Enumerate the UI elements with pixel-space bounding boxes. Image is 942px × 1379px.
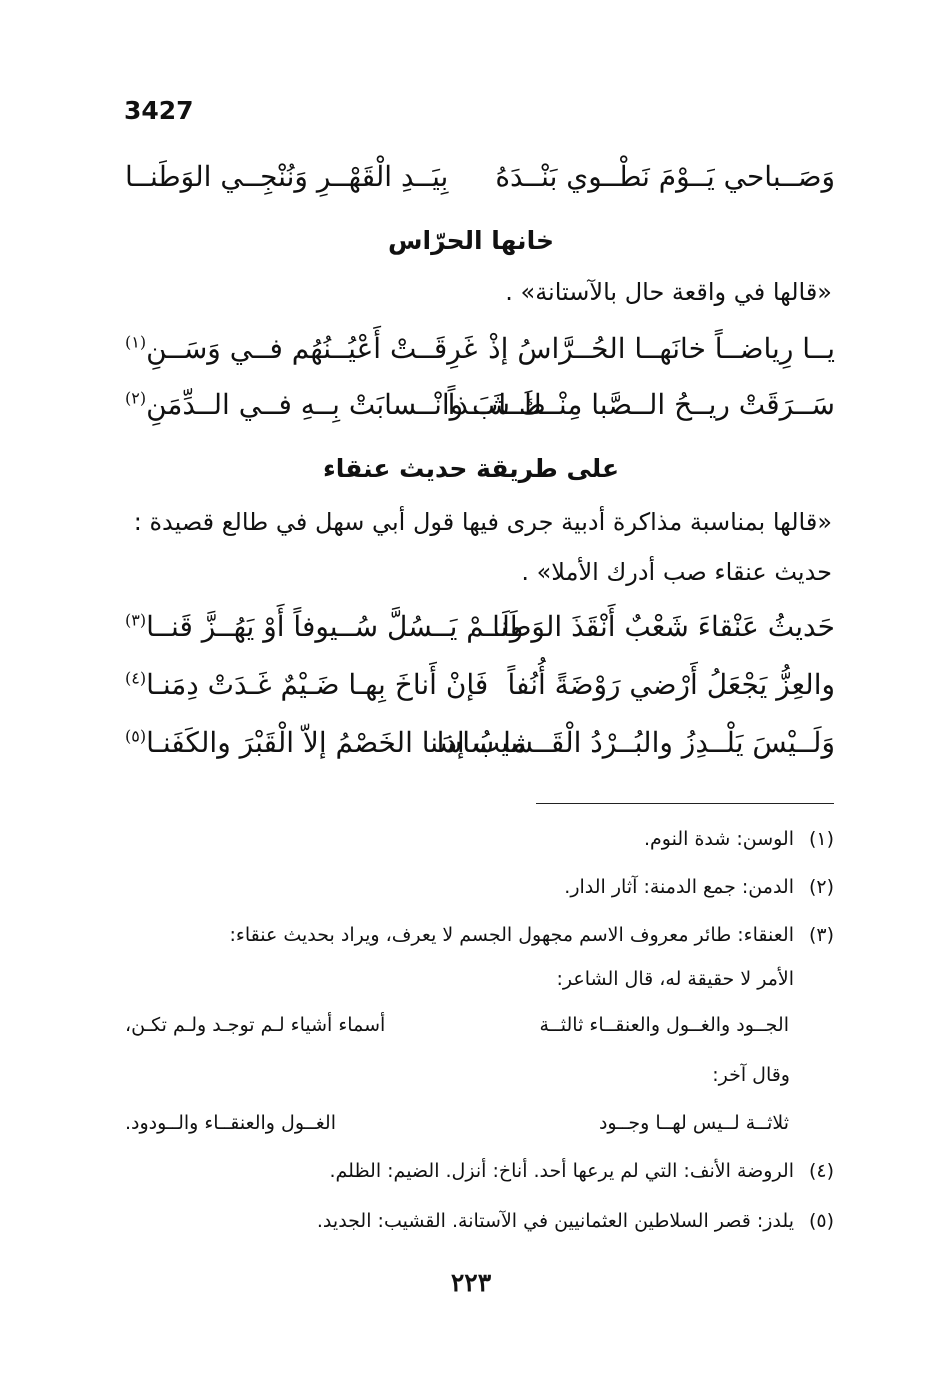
footnote-number: (٤) xyxy=(808,1160,834,1182)
verse-first-hemistich: وَصَــباحي يَــوْمَ نَطْــوي بَنْــدَهُ xyxy=(495,160,835,193)
verse-first-hemistich: سَــرَقَتْ ريــحُ الــصَّبا مِنْــكَ شَــذاً xyxy=(447,388,835,421)
verse-text: ولَــمْ يَــسُلَّ سُــيوفاً أَوْ يَهُــزَّ قَنــا xyxy=(146,610,524,643)
footnote-text: العنقاء: طائر معروف الاسم مجهول الجسم لا يعرف، ويراد بحديث عنقاء: xyxy=(229,924,794,946)
footnote-text: الدمن: جمع الدمنة: آثار الدار. xyxy=(564,876,794,898)
footnote xyxy=(230,924,834,946)
section-title: على طريقة حديث عنقاء xyxy=(322,454,620,483)
verse-first-hemistich: حَديثُ عَنْقاءَ شَعْبٌ أَنْقَذَ الوَطَنا xyxy=(492,610,835,643)
verse-line xyxy=(125,332,835,378)
section-intro: «قالها بمناسبة مذاكرة أدبية جرى فيها قول أبي سهل في طالع قصيدة : xyxy=(133,508,832,536)
page-id: 3427 xyxy=(124,96,194,125)
footnote-separator xyxy=(536,803,834,804)
footnote xyxy=(329,1160,834,1182)
verse-first-hemistich: وَلَــيْسَ يَلْــدِزُ والبُــرْدُ الْقَــشيبُ إذا xyxy=(436,726,835,759)
footnote-cont: الأمر لا حقيقة له، قال الشاعر: xyxy=(556,968,794,990)
verse-first-hemistich: يــا رِياضــاً خانَهــا الحُــرَّاسُ إذْ xyxy=(488,332,835,365)
verse-text: طــابَ وانْــسابَتْ بِــهِ فــي الــدِّمَنِ xyxy=(146,388,546,421)
verse-line xyxy=(125,610,835,656)
verse-first-hemistich: الجــود والغــول والعنقــاء ثالثــة xyxy=(539,1014,789,1036)
section-intro-cont: حديث عنقاء صب أدرك الأملا» . xyxy=(521,558,832,586)
verse-text: ما ساسَنا الخَصْمُ إلاّ الْقَبْرَ والكَفَنـا xyxy=(146,726,527,759)
verse-second-hemistich xyxy=(125,668,488,701)
verse-second-hemistich: الغــول والعنقــاء والــودود. xyxy=(125,1112,337,1134)
verse-second-hemistich xyxy=(125,388,546,421)
page-number: ٢٢٣ xyxy=(450,1268,492,1297)
footnote-marker: (٢) xyxy=(125,388,147,408)
footnote-marker: (٥) xyxy=(125,726,147,746)
footnote-cont: وقال آخر: xyxy=(712,1064,790,1086)
section-intro: «قالها في واقعة حال بالآستانة» . xyxy=(505,278,832,306)
footnote-verse xyxy=(125,1112,789,1146)
verse-text: غَرِقَــتْ أَعْيُــنُهُم فــي وَسَــنِ xyxy=(146,332,478,365)
footnote-number: (٥) xyxy=(808,1210,834,1232)
footnote-marker: (٤) xyxy=(125,668,147,688)
verse-first-hemistich: ثلاثــة لــيس لهــا وجــود xyxy=(598,1112,789,1134)
footnote xyxy=(317,1210,834,1232)
footnote-text: الوسن: شدة النوم. xyxy=(643,828,794,850)
verse-second-hemistich xyxy=(125,332,477,365)
footnote-text: يلدز: قصر السلاطين العثمانيين في الآستانة. القشيب: الجديد. xyxy=(316,1210,794,1232)
verse-first-hemistich: والعِزُّ يَجْعَلُ أَرْضي رَوْضَةً أُنُفاً xyxy=(507,668,835,701)
verse-second-hemistich xyxy=(125,726,527,759)
footnote xyxy=(644,828,834,850)
verse-text: فَإنْ أَناخَ بِهـا ضَـيْمٌ غَـدَتْ دِمَنـا xyxy=(146,668,489,701)
footnote-text: الروضة الأنف: التي لم يرعها أحد. أناخ: أنزل. الضيم: الظلم. xyxy=(329,1160,794,1182)
section-title: خانها الحرّاس xyxy=(388,226,554,255)
footnote-marker: (٣) xyxy=(125,610,147,630)
footnote-number: (٣) xyxy=(808,924,834,946)
verse-second-hemistich: أسماء أشياء لـم توجـد ولـم تكـن، xyxy=(125,1014,386,1036)
verse-line xyxy=(125,388,835,434)
footnote-verse xyxy=(125,1014,789,1048)
footnote-number: (١) xyxy=(808,828,834,850)
verse-line xyxy=(125,726,835,772)
footnote xyxy=(564,876,834,898)
footnote-number: (٢) xyxy=(808,876,834,898)
verse-line xyxy=(125,160,835,206)
footnote-marker: (١) xyxy=(125,332,147,352)
verse-second-hemistich: بِيَــدِ الْقَهْــرِ وَنُنْجِــي الوَطَنــا xyxy=(125,160,449,193)
verse-second-hemistich xyxy=(125,610,523,643)
verse-line xyxy=(125,668,835,714)
